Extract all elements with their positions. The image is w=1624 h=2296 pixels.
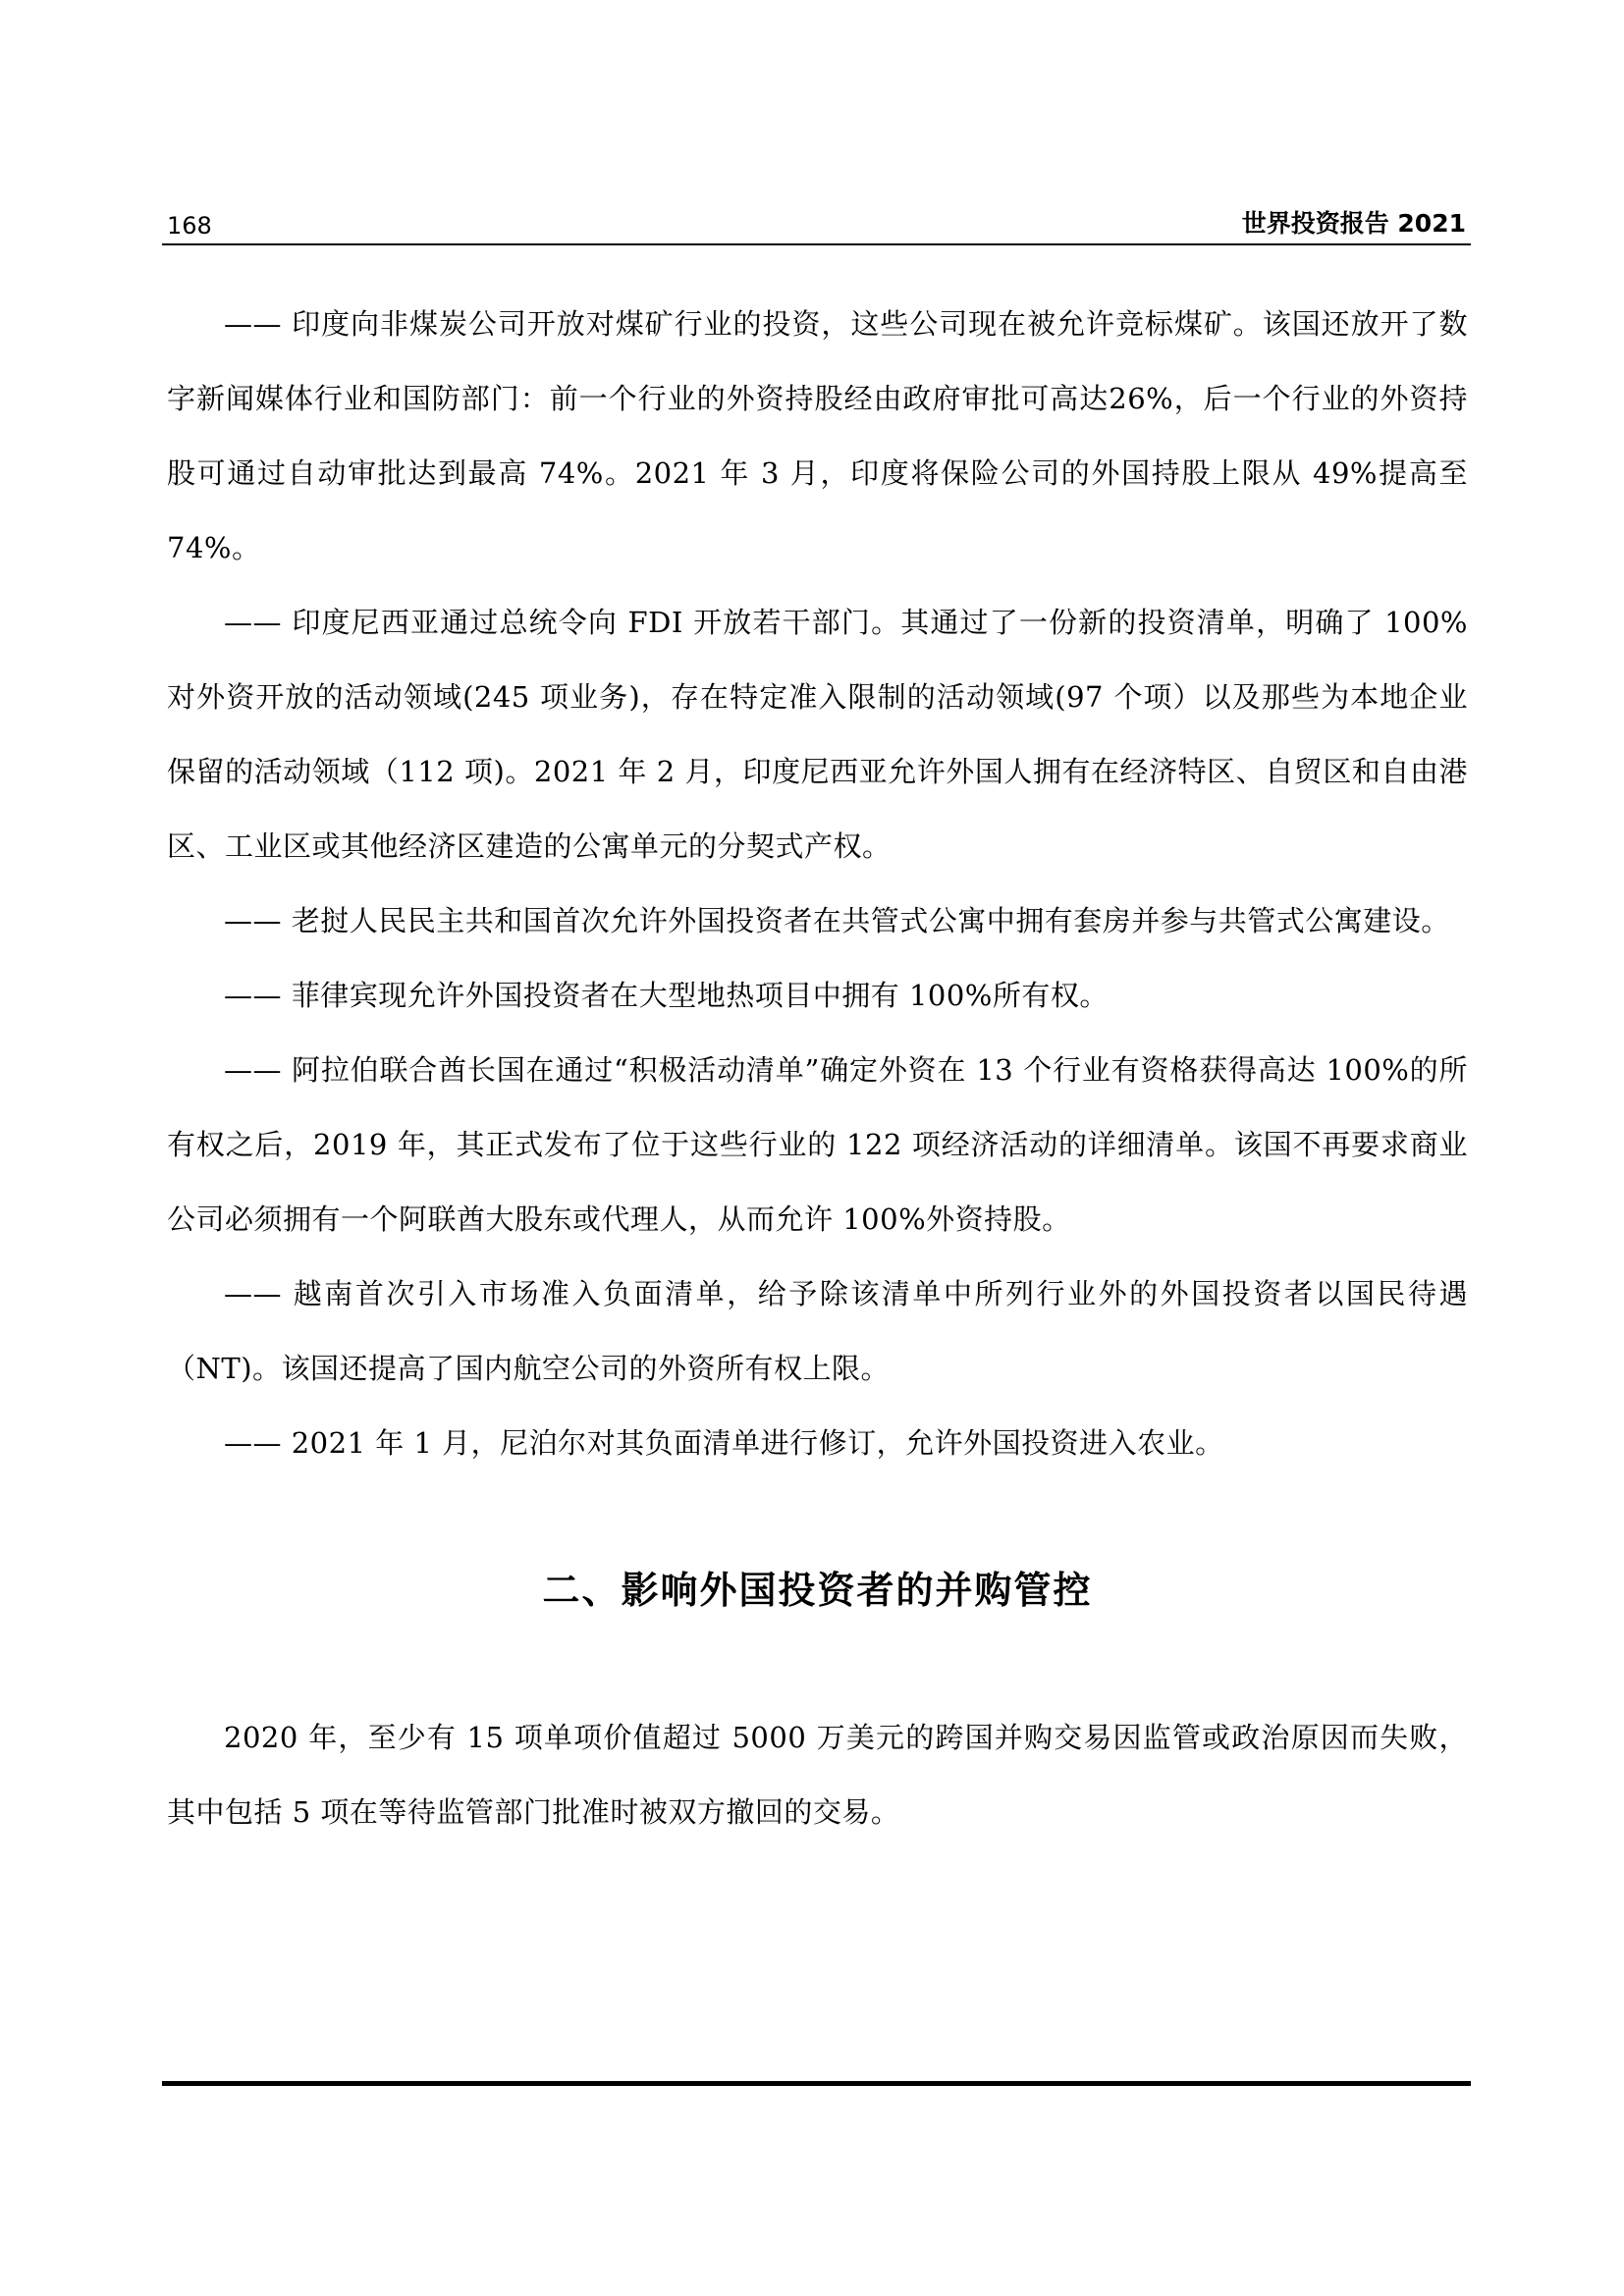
paragraph-laos: —— 老挝人民民主共和国首次允许外国投资者在共管式公寓中拥有套房并参与共管式公寓建设。 bbox=[224, 904, 1450, 937]
paragraph-vietnam: —— 越南首次引入市场准入负面清单，给予除该清单中所列行业外的外国投资者以国民待遇（NT)。该国还提高了国内航空公司的外资所有权上限。 bbox=[167, 1277, 1468, 1385]
page-header bbox=[162, 196, 1471, 245]
paragraph-ma-2020: 2020 年，至少有 15 项单项价值超过 5000 万美元的跨国并购交易因监管或政治原因而失败，其中包括 5 项在等待监管部门批准时被双方撤回的交易。 bbox=[167, 1721, 1468, 1829]
footer-rule bbox=[162, 2081, 1471, 2086]
running-title: 世界投资报告 2021 bbox=[1241, 209, 1466, 238]
paragraph-india: —— 印度向非煤炭公司开放对煤矿行业的投资，这些公司现在被允许竞标煤矿。该国还放开了数字新闻媒体行业和国防部门：前一个行业的外资持股经由政府审批可高达26%，后一个行业的外资持股可通过自动审批达到最高 74%。2021 年 3 月，印度将保险公司的外国持股上限从 49%提高至 74%。 bbox=[167, 307, 1468, 564]
paragraph-nepal: —— 2021 年 1 月，尼泊尔对其负面清单进行修订，允许外国投资进入农业。 bbox=[224, 1426, 1224, 1460]
section-heading: 二、影响外国投资者的并购管控 bbox=[542, 1569, 1093, 1612]
body-text bbox=[167, 287, 1468, 1849]
paragraph-uae: —— 阿拉伯联合酋长国在通过“积极活动清单”确定外资在 13 个行业有资格获得高达 100%的所有权之后，2019 年，其正式发布了位于这些行业的 122 项经济活动的详细清单。该国不再要求商业公司必须拥有一个阿联酋大股东或代理人，从而允许 100%外资持股。 bbox=[167, 1053, 1468, 1236]
paragraph-indonesia: —— 印度尼西亚通过总统令向 FDI 开放若干部门。其通过了一份新的投资清单，明确了 100%对外资开放的活动领域(245 项业务)，存在特定准入限制的活动领域(97 个项）以及那些为本地企业保留的活动领域（112 项)。2021 年 2 月，印度尼西亚允许外国人拥有在经济特区、自贸区和自由港区、工业区或其他经济区建造的公寓单元的分契式产权。 bbox=[167, 606, 1468, 863]
paragraph-philippines: —— 菲律宾现允许外国投资者在大型地热项目中拥有 100%所有权。 bbox=[224, 979, 1109, 1012]
page-number: 168 bbox=[167, 212, 212, 240]
